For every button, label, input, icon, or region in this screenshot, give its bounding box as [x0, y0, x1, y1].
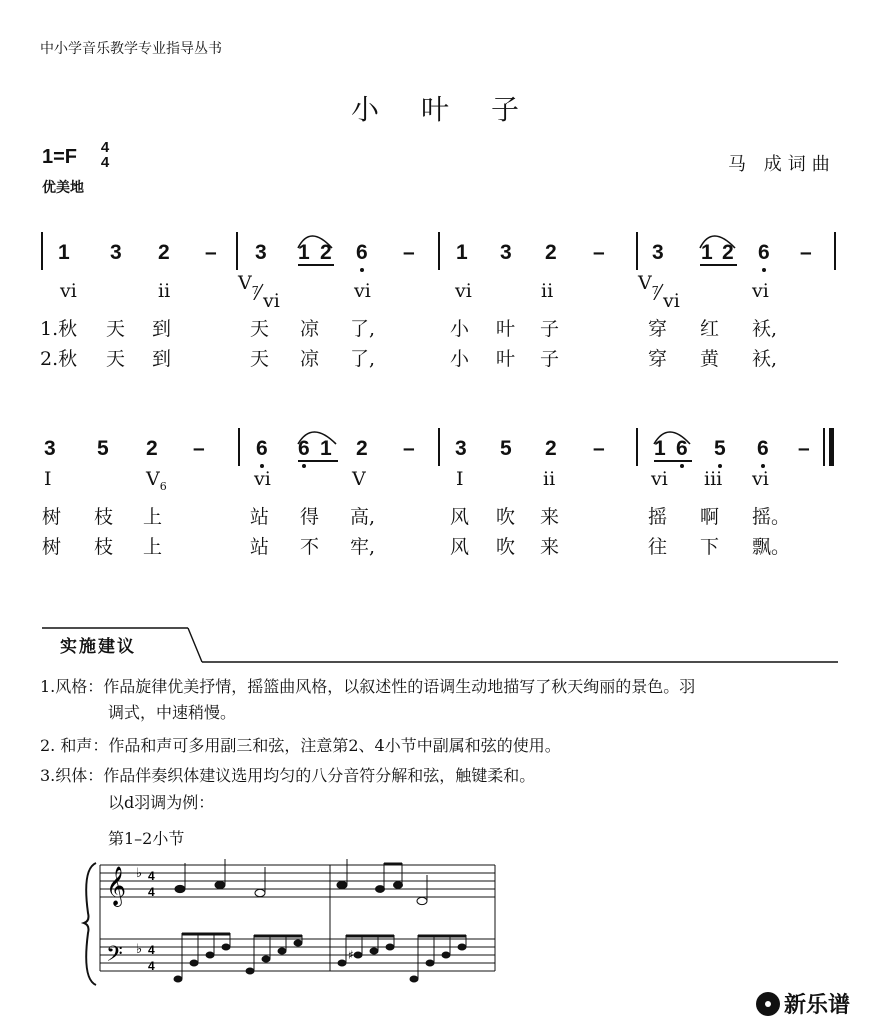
lyric: 到 [152, 348, 172, 370]
lyric: 了, [350, 318, 376, 340]
suggestion-1-cont: 调式，中速稍慢。 [108, 703, 237, 722]
lyric: 高, [350, 506, 376, 528]
note: – [205, 241, 217, 264]
note: – [798, 437, 810, 460]
chord: vi [263, 290, 280, 312]
lyric: 牢, [350, 536, 376, 558]
note: – [593, 437, 605, 460]
staff-time-top: 4 [148, 943, 155, 957]
lyric: 站 [250, 536, 270, 558]
note: 1 [654, 437, 666, 460]
svg-text:𝄢: 𝄢 [106, 942, 123, 972]
note: – [403, 437, 415, 460]
example-caption: 第1–2小节 [108, 829, 185, 848]
chord: V [352, 468, 366, 490]
composer: 马 成词曲 [728, 154, 836, 175]
note: – [800, 241, 812, 264]
note: 3 [255, 241, 267, 264]
lyric: 凉 [300, 348, 320, 370]
suggestion-2: 2. 和声：作品和声可多用副三和弦，注意第2、4小节中副属和弦的使用。 [40, 736, 561, 755]
note: 6 [256, 437, 268, 460]
note: 2 [356, 437, 368, 460]
lyric: 黄 [700, 348, 720, 370]
lyric: 上 [143, 506, 163, 528]
note: 1 [298, 241, 310, 264]
chord: vi [663, 290, 680, 312]
note: 3 [652, 241, 664, 264]
note: 2 [545, 437, 557, 460]
lyric: 来 [540, 536, 560, 558]
note: – [193, 437, 205, 460]
lyric: 穿 [648, 318, 668, 340]
note: 6 [676, 437, 688, 460]
lyric: 袄, [752, 348, 778, 370]
lyric: 红 [700, 318, 720, 340]
chord: vi [455, 280, 472, 302]
lyric: 飘。 [752, 536, 791, 558]
lyric: 枝 [94, 506, 114, 528]
note: 1 [701, 241, 713, 264]
time-bottom: 4 [100, 154, 110, 171]
note: 3 [455, 437, 467, 460]
lyric: 小 [450, 348, 470, 370]
lyric: 上 [143, 536, 163, 558]
note: 3 [110, 241, 122, 264]
lyric: 下 [700, 536, 720, 558]
lyric: 叶 [496, 348, 516, 370]
note: 1 [58, 241, 70, 264]
lyric: 枝 [94, 536, 114, 558]
notation-marks [0, 0, 870, 500]
suggestion-1: 1.风格：作品旋律优美抒情，摇篮曲风格，以叙述性的语调生动地描写了秋天绚丽的景色。羽 [40, 677, 696, 696]
lyric: 天 [250, 348, 270, 370]
chord-v6 [146, 468, 167, 493]
note: 2 [545, 241, 557, 264]
note: 1 [456, 241, 468, 264]
lyric: 往 [648, 536, 668, 558]
tempo-marking: 优美地 [42, 180, 84, 196]
chord: vi [651, 468, 668, 490]
lyric: 吹 [496, 506, 516, 528]
lyric: 小 [450, 318, 470, 340]
suggestion-3-cont: 以d羽调为例： [108, 793, 215, 812]
chord: ii [158, 280, 171, 302]
chord: ii [541, 280, 554, 302]
note: 2 [722, 241, 734, 264]
svg-text:♭: ♭ [136, 866, 143, 881]
chord-v7-root: V [638, 272, 652, 294]
note: – [403, 241, 415, 264]
svg-text:𝄞: 𝄞 [106, 866, 127, 906]
lyric: 天 [106, 348, 126, 370]
section-title: 实施建议 [60, 637, 136, 657]
lyric: 来 [540, 506, 560, 528]
chord: vi [60, 280, 77, 302]
piano-staff-example [80, 855, 510, 995]
lyric: 得 [300, 506, 320, 528]
lyric: 风 [450, 506, 470, 528]
chord: I [44, 468, 52, 490]
lyric: 子 [540, 318, 560, 340]
lyric: 天 [250, 318, 270, 340]
site-logo [756, 988, 850, 1019]
lyric: 吹 [496, 536, 516, 558]
song-title: 小叶子 [350, 93, 561, 126]
lyric: 树 [42, 506, 62, 528]
lyric: 站 [250, 506, 270, 528]
lyric: 不 [300, 536, 320, 558]
note: 3 [44, 437, 56, 460]
chord: vi [752, 280, 769, 302]
note: 2 [146, 437, 158, 460]
chord-v7-figure: 7 [251, 283, 259, 297]
note: 6 [298, 437, 310, 460]
chord: vi [254, 468, 271, 490]
key-signature: 1=F [42, 146, 78, 168]
lyric: 了, [350, 348, 376, 370]
chord: I [456, 468, 464, 490]
note: 1 [320, 437, 332, 460]
note: 2 [320, 241, 332, 264]
lyric: 子 [540, 348, 560, 370]
lyric: 穿 [648, 348, 668, 370]
chord: vi [752, 468, 769, 490]
chord-v7-root: V [238, 272, 252, 294]
note: 3 [500, 241, 512, 264]
lyric: 袄, [752, 318, 778, 340]
chord-v6-figure: 6 [159, 479, 167, 493]
lyric: 到 [152, 318, 172, 340]
chord-v7-figure: 7 [651, 283, 659, 297]
svg-text:♭: ♭ [136, 942, 143, 957]
note: 5 [714, 437, 726, 460]
note: – [593, 241, 605, 264]
suggestion-3: 3.织体：作品伴奏织体建议选用均匀的八分音符分解和弦，触键柔和。 [40, 766, 536, 785]
lyric: 叶 [496, 318, 516, 340]
svg-text:♯: ♯ [348, 948, 354, 962]
lyric: 天 [106, 318, 126, 340]
chord-v6-root: V [146, 468, 160, 490]
chord: iii [704, 468, 723, 490]
staff-time-top: 4 [148, 869, 155, 883]
time-top: 4 [100, 139, 110, 156]
note: 6 [757, 437, 769, 460]
staff-time-bottom: 4 [148, 959, 155, 973]
lyric: 摇。 [752, 506, 791, 528]
lyric: 摇 [648, 506, 668, 528]
lyric: 2.秋 [40, 348, 78, 370]
chord: ii [543, 468, 556, 490]
chord: vi [354, 280, 371, 302]
note: 5 [500, 437, 512, 460]
music-disc-icon [756, 992, 780, 1016]
lyric: 风 [450, 536, 470, 558]
staff-time-bottom: 4 [148, 885, 155, 899]
lyric: 1.秋 [40, 318, 78, 340]
note: 6 [356, 241, 368, 264]
note: 6 [758, 241, 770, 264]
book-series: 中小学音乐教学专业指导丛书 [40, 41, 222, 57]
lyric: 啊 [700, 506, 720, 528]
lyric: 树 [42, 536, 62, 558]
note: 2 [158, 241, 170, 264]
logo-text: 新乐谱 [783, 993, 850, 1018]
note: 5 [97, 437, 109, 460]
lyric: 凉 [300, 318, 320, 340]
